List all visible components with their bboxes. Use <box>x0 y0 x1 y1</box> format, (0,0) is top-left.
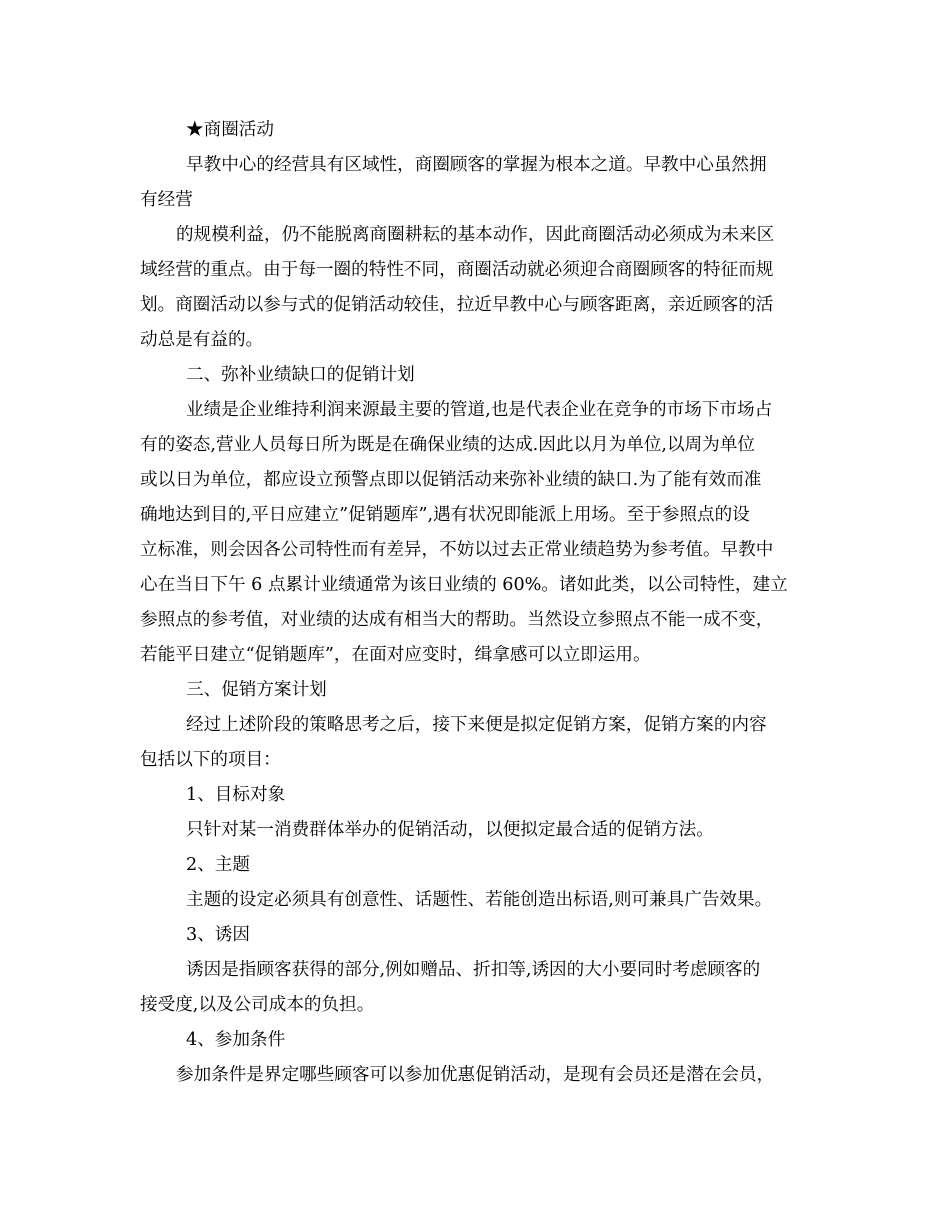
list-item-heading-4: 4、参加条件 <box>186 1030 286 1050</box>
paragraph-line: 域经营的重点。由于每一圈的特性不同，商圈活动就必须迎合商圈顾客的特征而规 <box>140 260 774 280</box>
paragraph-line: 有经营 <box>140 190 193 210</box>
paragraph-line: 接受度,以及公司成本的负担。 <box>140 995 375 1015</box>
paragraph-line: 确地达到目的,平日应建立”促销题库”,遇有状况即能派上用场。至于参照点的设 <box>140 505 750 525</box>
paragraph-line: 包括以下的项目： <box>140 750 281 770</box>
paragraph-line: 划。商圈活动以参与式的促销活动较佳，拉近早教中心与顾客距离，亲近顾客的活 <box>140 295 774 315</box>
paragraph-line: 主题的设定必须具有创意性、话题性、若能创造出标语,则可兼具广告效果。 <box>186 890 773 910</box>
paragraph-line: 有的姿态,营业人员每日所为既是在确保业绩的达成.因此以月为单位,以周为单位 <box>140 435 755 455</box>
paragraph-line: 参照点的参考值，对业绩的达成有相当大的帮助。当然设立参照点不能一成不变， <box>140 610 774 630</box>
section-heading-2: 二、弥补业绩缺口的促销计划 <box>186 365 415 385</box>
paragraph-line: 只针对某一消费群体举办的促销活动，以便拟定最合适的促销方法。 <box>186 820 714 840</box>
paragraph-line: 动总是有益的。 <box>140 330 264 350</box>
paragraph-line: 诱因是指顾客获得的部分,例如赠品、折扣等,诱因的大小要同时考虑顾客的 <box>186 960 761 980</box>
paragraph-line: 业绩是企业维持利润来源最主要的管道,也是代表企业在竞争的市场下市场占 <box>186 400 773 420</box>
list-item-heading-1: 1、目标对象 <box>186 785 286 805</box>
list-item-heading-3: 3、诱因 <box>186 925 250 945</box>
paragraph-line: 参加条件是界定哪些顾客可以参加优惠促销活动，是现有会员还是潜在会员， <box>176 1065 775 1085</box>
paragraph-line: 若能平日建立“促销题库”，在面对应变时，缉拿感可以立即运用。 <box>140 645 651 665</box>
paragraph-line: 或以日为单位，都应设立预警点即以促销活动来弥补业绩的缺口.为了能有效而准 <box>140 470 762 490</box>
paragraph-line: 早教中心的经营具有区域性，商圈顾客的掌握为根本之道。早教中心虽然拥 <box>186 155 767 175</box>
paragraph-line: 立标准，则会因各公司特性而有差异，不妨以过去正常业绩趋势为参考值。早教中 <box>140 540 774 560</box>
paragraph-line: 的规模利益，仍不能脱离商圈耕耘的基本动作，因此商圈活动必须成为未来区 <box>176 225 775 245</box>
paragraph-line: 经过上述阶段的策略思考之后，接下来便是拟定促销方案，促销方案的内容 <box>186 715 767 735</box>
section-heading-3: 三、促销方案计划 <box>186 680 327 700</box>
paragraph-line: 心在当日下午 6 点累计业绩通常为该日业绩的 60%。诸如此类，以公司特性，建立 <box>140 575 788 595</box>
section-heading-shangquan: ★商圈活动 <box>186 120 274 140</box>
list-item-heading-2: 2、主题 <box>186 855 250 875</box>
